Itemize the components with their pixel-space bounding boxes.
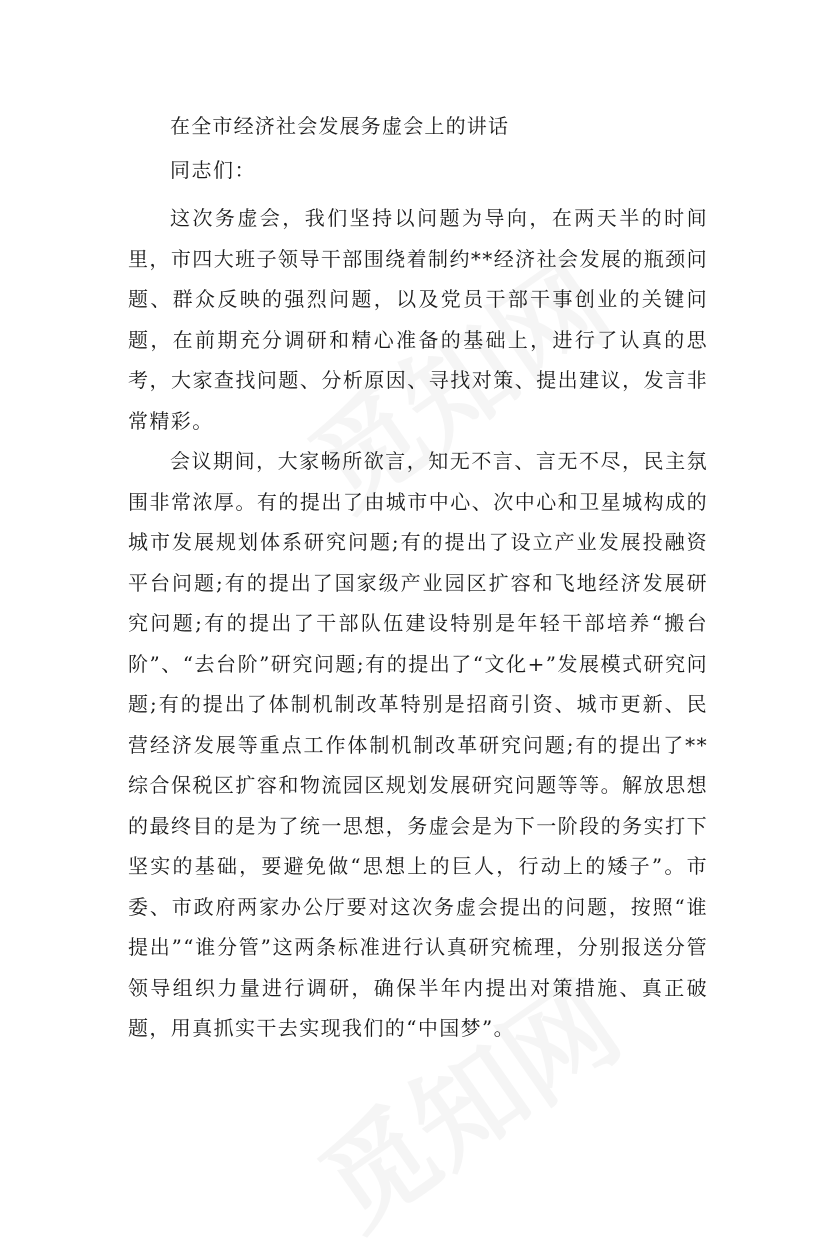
document-body: [128, 104, 708, 1049]
document-title: 在全市经济社会发展务虚会上的讲话: [170, 114, 510, 138]
greeting: 同志们：: [170, 158, 256, 182]
paragraph: 这次务虚会，我们坚持以问题为导向，在两天半的时间里，市四大班子领导干部围绕着制约**经济社会发展的瓶颈问题、群众反映的强烈问题，以及党员干部干事创业的关键问题，在前期充分调研和精心准备的基础上，进行了认真的思考，大家查找问题、分析原因、寻找对策、提出建议，发言非常精彩。: [128, 206, 708, 433]
paragraph: 会议期间，大家畅所欲言，知无不言、言无不尽，民主氛围非常浓厚。有的提出了由城市中心、次中心和卫星城构成的城市发展规划体系研究问题;有的提出了设立产业发展投融资平台问题;有的提出了国家级产业园区扩容和飞地经济发展研究问题;有的提出了干部队伍建设特别是年轻干部培养“搬台阶”、“去台阶”研究问题;有的提出了“文化+”发展模式研究问题;有的提出了体制机制改革特别是招商引资、城市更新、民营经济发展等重点工作体制机制改革研究问题;有的提出了**综合保税区扩容和物流园区规划发展研究问题等等。解放思想的最终目的是为了统一思想，务虚会是为下一阶段的务实打下坚实的基础，要避免做“思想上的巨人，行动上的矮子”。市委、市政府两家办公厅要对这次务虚会提出的问题，按照“谁提出”“谁分管”这两条标准进行认真研究梳理，分别报送分管领导组织力量进行调研，确保半年内提出对策措施、真正破题，用真抓实干去实现我们的“中国梦”。: [128, 449, 708, 1040]
